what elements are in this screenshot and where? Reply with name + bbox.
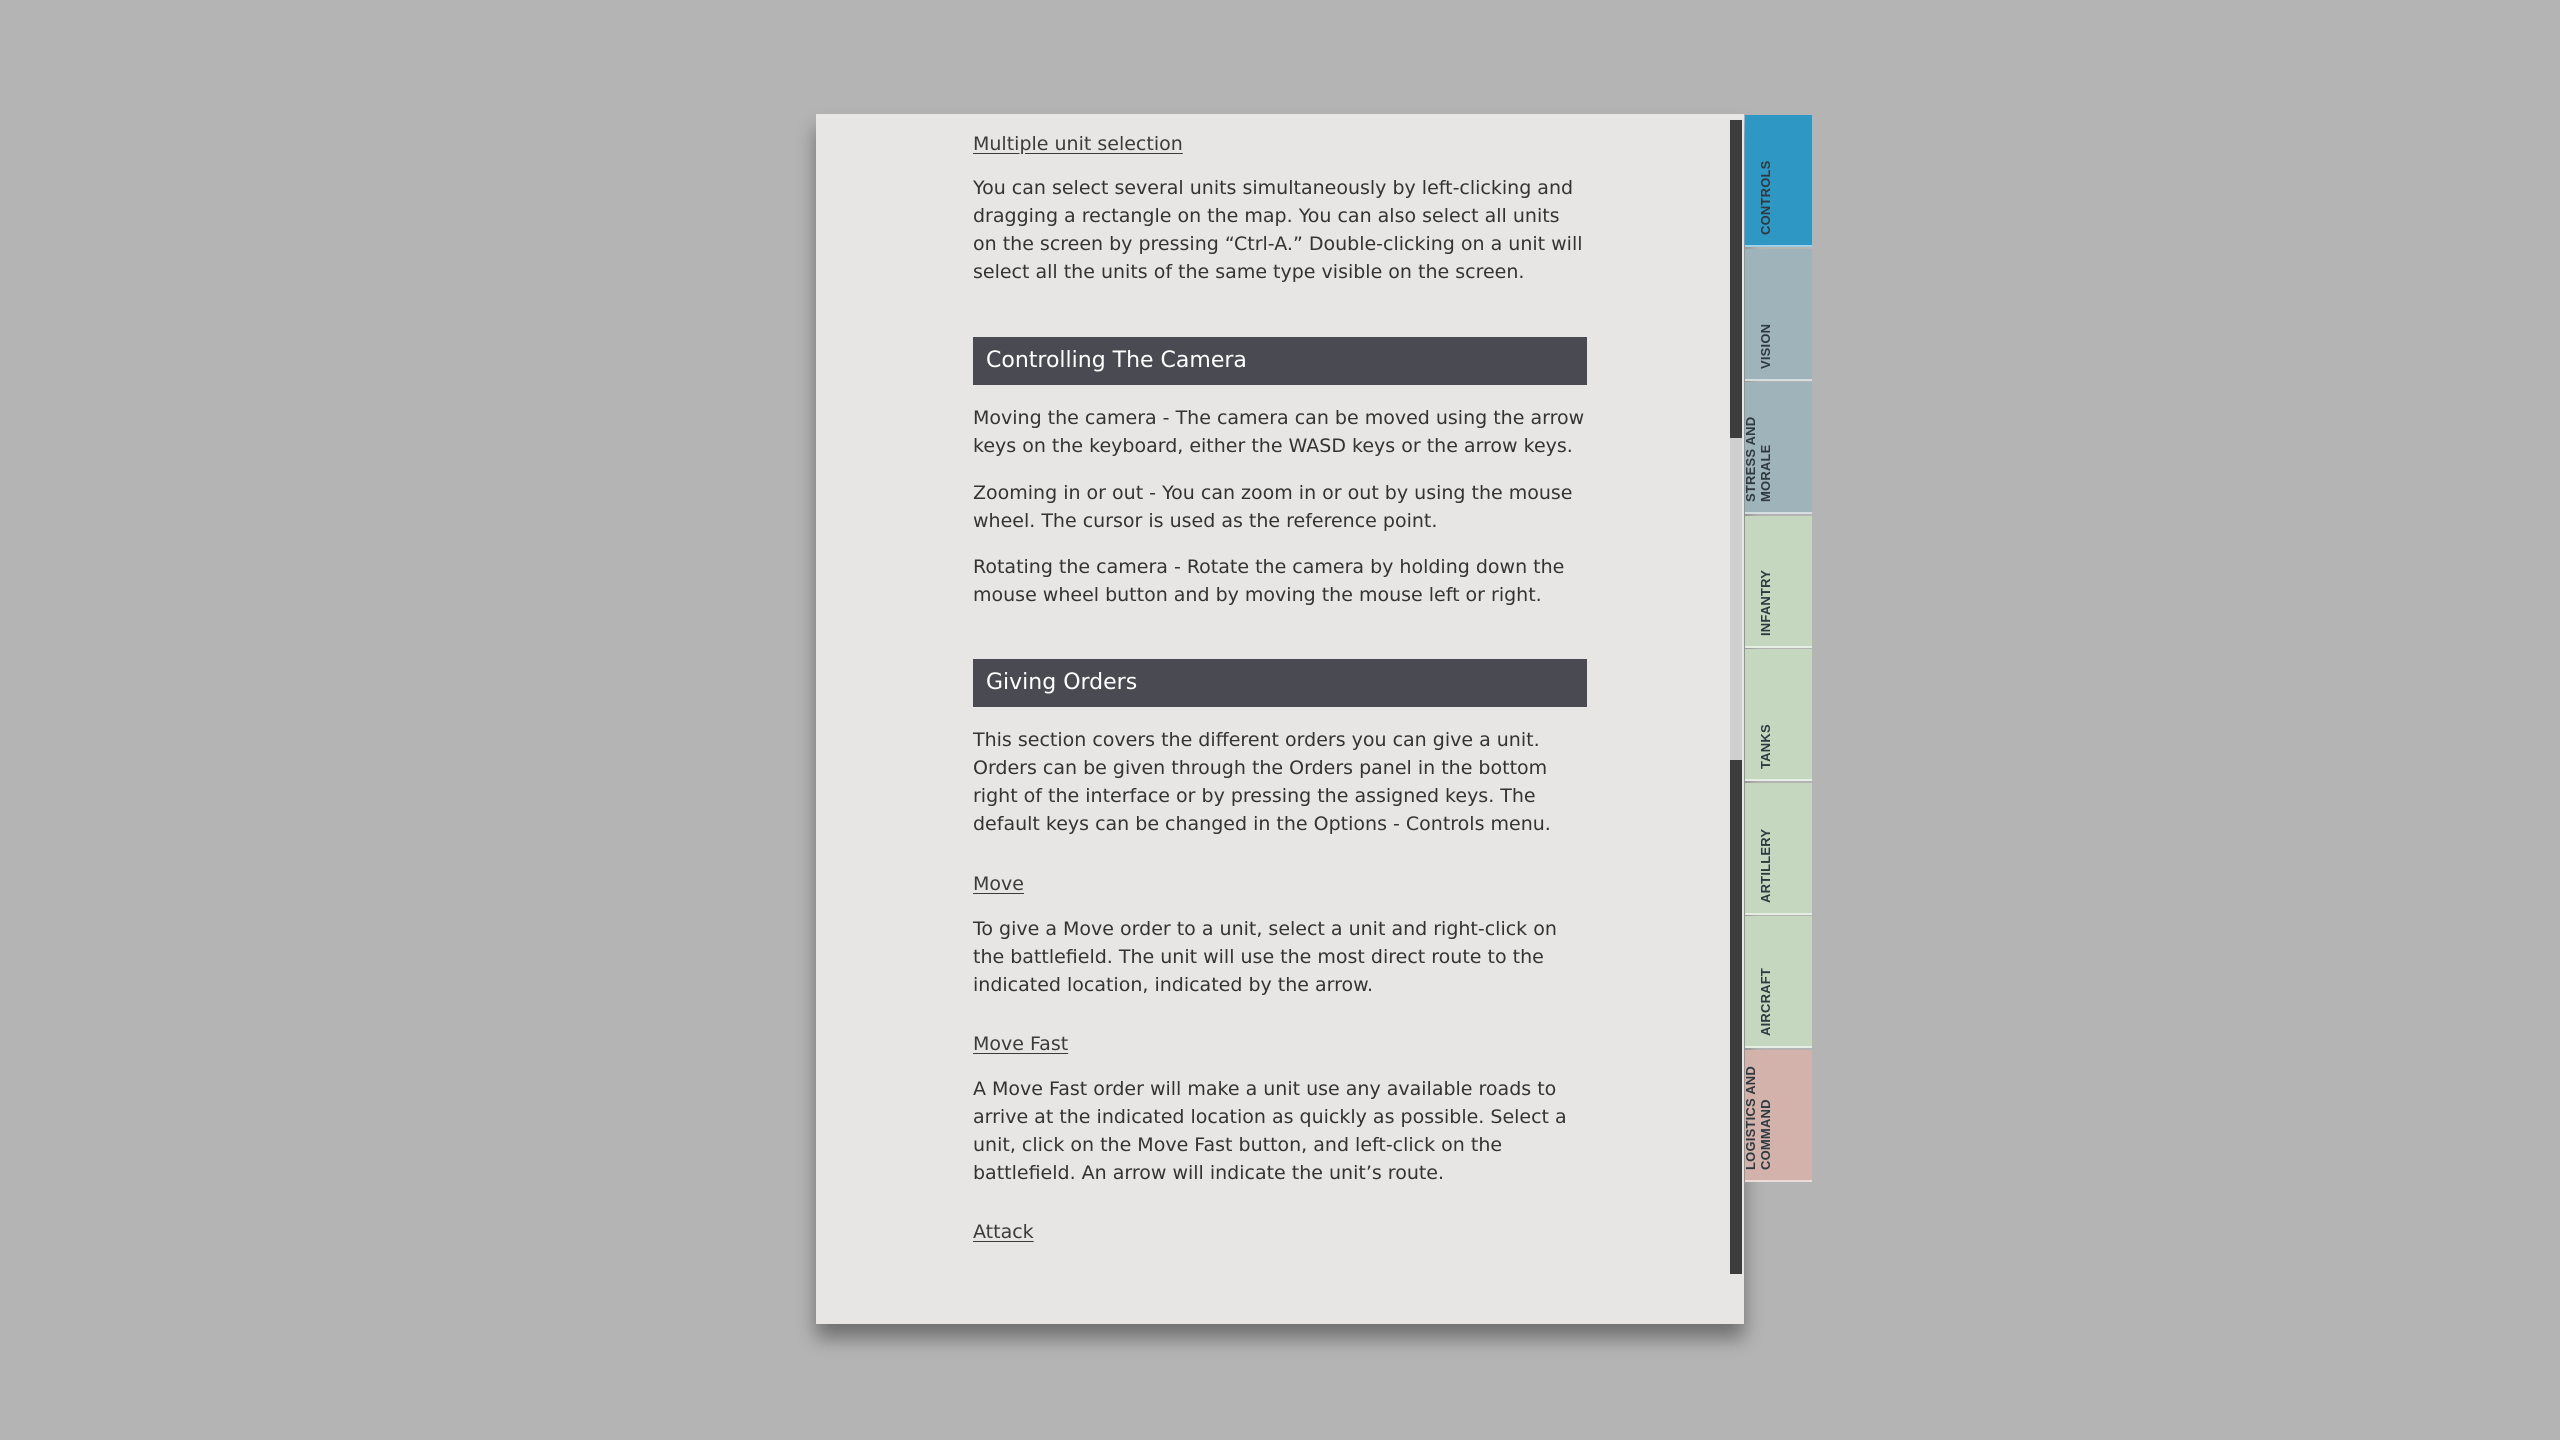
tab-label: CONTROLS [1758, 160, 1773, 235]
move-paragraph: To give a Move order to a unit, select a unit and right-click on the battlefield. The unit will use the most direct route to the indicated location, indicated by the arrow. [973, 918, 1557, 996]
tab-controls[interactable] [1745, 115, 1812, 247]
manual-page [816, 114, 1744, 1324]
camera-move-paragraph: Moving the camera - The camera can be moved using the arrow keys on the keyboard, either the WASD keys or the arrow keys. [973, 407, 1585, 457]
tab-logistics-and-command[interactable] [1745, 1050, 1812, 1182]
attack-subheading[interactable]: Attack [973, 1221, 1034, 1243]
orders-intro-paragraph: This section covers the different orders you can give a unit. Orders can be given through the Orders panel in the bottom right of the interface or by pressing the assigned keys. The default keys can be changed in the Options - Controls menu. [973, 729, 1551, 835]
tab-aircraft[interactable] [1745, 916, 1812, 1048]
multi-select-paragraph: You can select several units simultaneously by left-clicking and dragging a rectangle on the map. You can also select all units on the screen by pressing “Ctrl-A.” Double-clicking on a unit will select all the units of the same type visible on the screen. [973, 177, 1583, 283]
scrollbar-thumb-lower[interactable] [1730, 760, 1742, 1274]
camera-section-header: Controlling The Camera [973, 337, 1587, 385]
multi-select-subheading[interactable]: Multiple unit selection [973, 133, 1183, 155]
tab-label: STRESS AND MORALE [1743, 416, 1773, 502]
move-subheading[interactable]: Move [973, 873, 1024, 895]
tab-stress-and-morale[interactable] [1745, 382, 1812, 514]
scrollbar-thumb-upper[interactable] [1730, 120, 1742, 438]
page-scrollbar[interactable] [1730, 120, 1742, 1274]
tab-infantry[interactable] [1745, 516, 1812, 648]
move-fast-subheading[interactable]: Move Fast [973, 1033, 1069, 1055]
tab-label: VISION [1758, 323, 1773, 369]
orders-section-header: Giving Orders [973, 659, 1587, 707]
tab-vision[interactable] [1745, 249, 1812, 381]
camera-rotate-paragraph: Rotating the camera - Rotate the camera by holding down the mouse wheel button and by moving the mouse left or right. [973, 556, 1565, 606]
tab-label: INFANTRY [1758, 569, 1773, 636]
camera-zoom-paragraph: Zooming in or out - You can zoom in or out by using the mouse wheel. The cursor is used as the reference point. [973, 482, 1573, 532]
tab-label: AIRCRAFT [1758, 967, 1773, 1036]
tab-label: TANKS [1758, 724, 1773, 769]
tab-label: LOGISTICS AND COMMAND [1743, 1065, 1773, 1170]
tab-tanks[interactable] [1745, 649, 1812, 781]
move-fast-paragraph: A Move Fast order will make a unit use any available roads to arrive at the indicated location as quickly as possible. Select a unit, click on the Move Fast button, and left-click on the battlefield. An arrow will indicate the unit’s route. [973, 1078, 1567, 1184]
tab-artillery[interactable] [1745, 783, 1812, 915]
tab-label: ARTILLERY [1758, 828, 1773, 903]
